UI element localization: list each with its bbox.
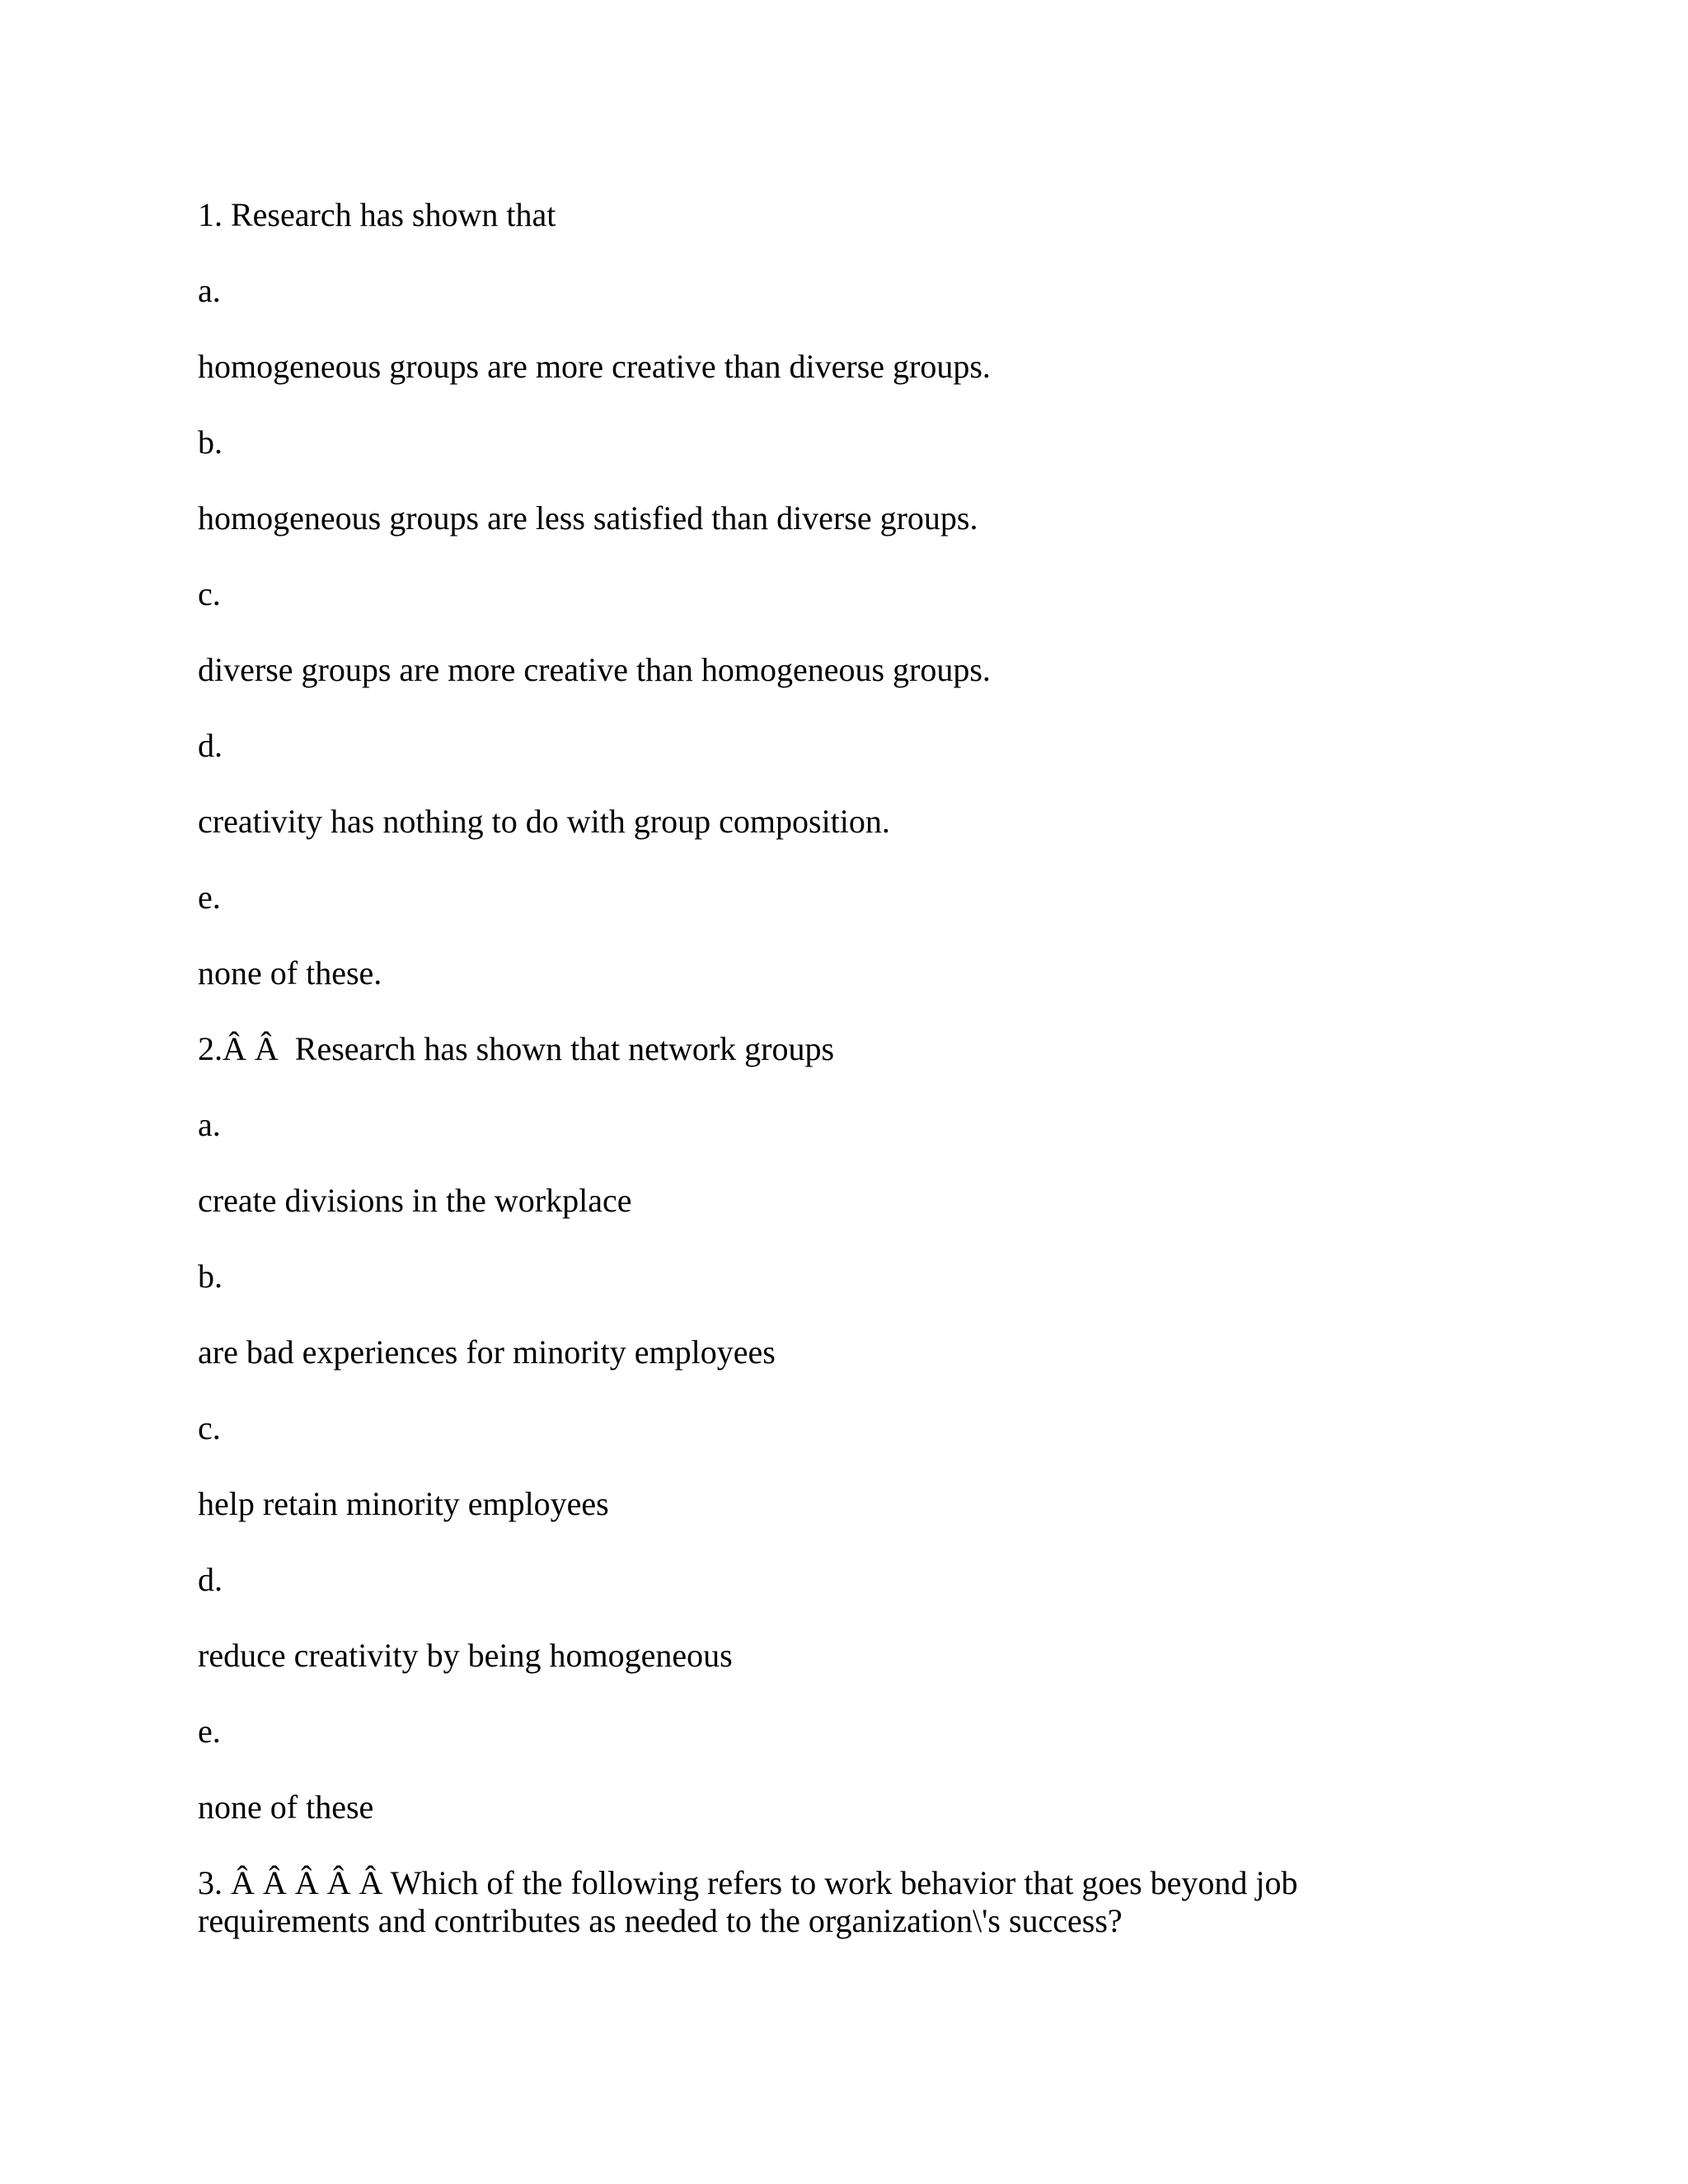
question-2-option-a-letter: a. (198, 1106, 221, 1143)
question-1-option-e-text: none of these. (198, 954, 382, 991)
question-2-stem: 2.Â Â Research has shown that network groups (198, 1030, 835, 1067)
question-1-stem: 1. Research has shown that (198, 196, 556, 233)
question-1-option-c-text: diverse groups are more creative than homogeneous groups. (198, 651, 991, 688)
question-2-option-a-text: create divisions in the workplace (198, 1182, 632, 1219)
question-1-option-b-letter: b. (198, 424, 223, 461)
question-1-option-b-text: homogeneous groups are less satisfied than diverse groups. (198, 499, 978, 537)
question-3-stem: 3. Â Â Â Â Â Which of the following refers to work behavior that goes beyond job requirements and contributes as needed to the organization\'s success? (198, 1864, 1298, 1939)
question-1-option-c-letter: c. (198, 575, 221, 612)
question-2-option-e-text: none of these (198, 1788, 374, 1825)
question-1-option-d-text: creativity has nothing to do with group composition. (198, 803, 890, 840)
question-2-option-b-text: are bad experiences for minority employees (198, 1333, 776, 1371)
question-2-option-b-letter: b. (198, 1258, 223, 1295)
question-2-option-c-text: help retain minority employees (198, 1485, 609, 1522)
question-2-option-d-letter: d. (198, 1561, 223, 1598)
question-1-option-d-letter: d. (198, 727, 223, 764)
question-1-option-a-letter: a. (198, 272, 221, 309)
question-1-option-e-letter: e. (198, 879, 221, 916)
question-2-option-d-text: reduce creativity by being homogeneous (198, 1637, 733, 1674)
question-1-option-a-text: homogeneous groups are more creative than diverse groups. (198, 348, 991, 385)
question-2-option-e-letter: e. (198, 1713, 221, 1750)
question-2-option-c-letter: c. (198, 1409, 221, 1446)
